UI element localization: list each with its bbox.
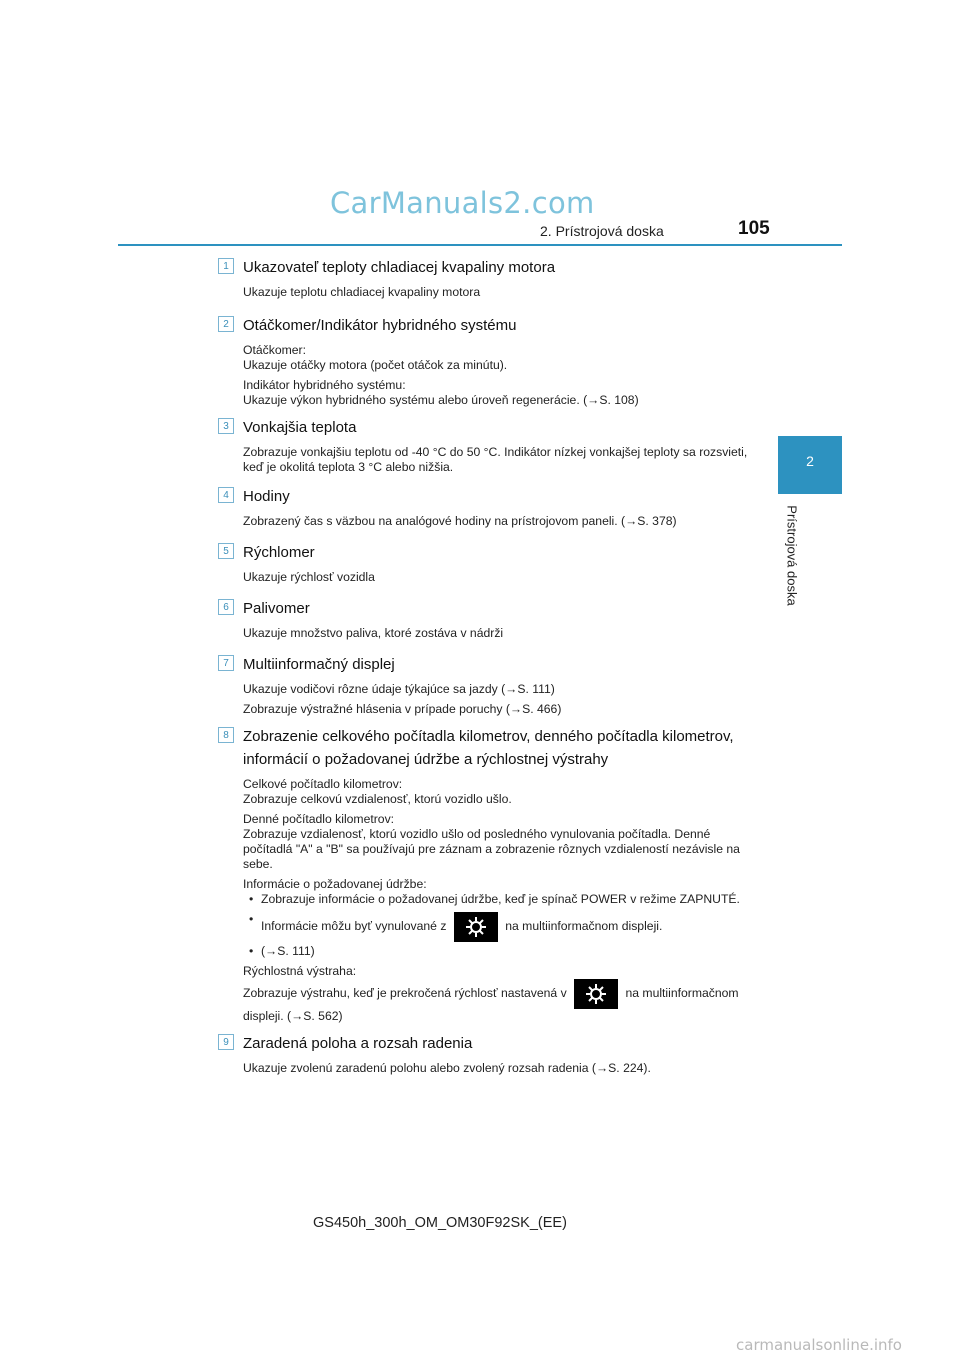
speed-warning-text-b: na multiinformačnom displeji. (→S. 562) [243, 986, 739, 1023]
tripmeter-text: Zobrazuje vzdialenosť, ktorú vozidlo ušlo od posledného vynulovania počítadla. Denné počítadlá "A" a "B" sa používajú pre záznam a zobrazenie rôznych vzdialeností nezávisle na sebe. [243, 827, 740, 871]
speed-warning-text-a: Zobrazuje výstrahu, keď je prekročená rýchlosť nastavená v [243, 986, 567, 1001]
document-code: GS450h_300h_OM_OM30F92SK_(EE) [313, 1215, 567, 1231]
list-item [218, 541, 748, 585]
gear-icon [574, 979, 618, 1009]
odometer-heading: Celkové počítadlo kilometrov: [243, 777, 403, 791]
maintenance-bullet [243, 912, 748, 942]
maintenance-bullet-text: Informácie môžu byť vynulované z [261, 919, 447, 934]
item-description [243, 445, 748, 475]
page-number: 105 [738, 218, 770, 239]
list-item [218, 485, 748, 529]
list-item [218, 597, 748, 641]
content [218, 256, 748, 1081]
item-number: 8 [218, 727, 234, 743]
watermark-footer: carmanualsonline.info [736, 1336, 902, 1354]
description-line: Zobrazuje vonkajšiu teplotu od -40 °C do 50 °C. Indikátor nízkej vonkajšej teploty sa rozsvieti, keď je okolitá teplota 3 °C alebo nižšia. [243, 445, 748, 474]
gear-icon [454, 912, 498, 942]
description-line: Zobrazuje výstražné hlásenia v prípade poruchy (→S. 466) [243, 702, 562, 716]
description-line: Ukazuje výkon hybridného systému alebo úroveň regenerácie. (→S. 108) [243, 393, 639, 407]
item-number: 3 [218, 418, 234, 434]
item-title: Palivomer [243, 600, 310, 617]
list-item [218, 653, 748, 717]
description-line: Ukazuje rýchlosť vozidla [243, 570, 375, 584]
item-number: 1 [218, 258, 234, 274]
description-line: Otáčkomer: [243, 343, 306, 357]
list-item [218, 725, 748, 1024]
chapter-tab: 2 [778, 436, 842, 494]
description-line: Indikátor hybridného systému: [243, 378, 406, 392]
chapter-side-label [776, 504, 806, 624]
description-line: Ukazuje teplotu chladiacej kvapaliny motora [243, 285, 481, 299]
speed-warning-heading: Rýchlostná výstraha: [243, 964, 357, 978]
odometer-text: Zobrazuje celkovú vzdialenosť, ktorú vozidlo ušlo. [243, 792, 512, 806]
item-number: 7 [218, 655, 234, 671]
item-title: Ukazovateľ teploty chladiacej kvapaliny motora [243, 259, 556, 276]
item-description [243, 777, 748, 1024]
header-rule [118, 244, 842, 246]
page-header [540, 218, 780, 246]
item-number: 6 [218, 599, 234, 615]
item-title: Zaradená poloha a rozsah radenia [243, 1035, 473, 1052]
description-line: Ukazuje množstvo paliva, ktoré zostáva v nádrži [243, 626, 504, 640]
tripmeter-heading: Denné počítadlo kilometrov: [243, 812, 395, 826]
description-line: Ukazuje zvolenú zaradenú polohu alebo zvolený rozsah radenia (→S. 224). [243, 1061, 651, 1075]
item-title: Otáčkomer/Indikátor hybridného systému [243, 317, 517, 334]
list-item [218, 314, 748, 408]
item-description [243, 682, 748, 717]
maintenance-bullet-text: na multiinformačnom displeji. [505, 919, 663, 934]
item-description [243, 343, 748, 408]
chapter-side-label-text: Prístrojová doska [784, 505, 800, 606]
description-line: Zobrazený čas s väzbou na analógové hodiny na prístrojovom paneli. (→S. 378) [243, 514, 677, 528]
item-description [243, 1061, 748, 1076]
item-description [243, 570, 748, 585]
maintenance-bullet: • Zobrazuje informácie o požadovanej údržbe, keď je spínač POWER v režime ZAPNUTÉ. [243, 892, 748, 907]
item-title: Multiinformačný displej [243, 656, 395, 673]
watermark-logo: CarManuals2.com [330, 186, 595, 220]
list-item [218, 1032, 748, 1076]
speed-warning-text [243, 979, 748, 1024]
item-description [243, 626, 748, 641]
item-title: Zobrazenie celkového počítadla kilometrov, denného počítadla kilometrov, informácií o požadovanej údržbe a rýchlostnej výstrahy [243, 728, 734, 768]
item-number: 4 [218, 487, 234, 503]
item-number: 5 [218, 543, 234, 559]
maintenance-reference: • (→S. 111) [243, 944, 748, 959]
item-number: 9 [218, 1034, 234, 1050]
list-item [218, 256, 748, 300]
item-title: Vonkajšia teplota [243, 419, 357, 436]
maintenance-heading: Informácie o požadovanej údržbe: [243, 877, 427, 891]
item-description [243, 285, 748, 300]
item-title: Rýchlomer [243, 544, 315, 561]
list-item [218, 416, 748, 475]
item-description [243, 514, 748, 529]
description-line: Ukazuje otáčky motora (počet otáčok za minútu). [243, 358, 508, 372]
chapter-title: 2. Prístrojová doska [540, 223, 664, 239]
item-title: Hodiny [243, 488, 290, 505]
item-number: 2 [218, 316, 234, 332]
description-line: Ukazuje vodičovi rôzne údaje týkajúce sa jazdy (→S. 111) [243, 682, 555, 696]
